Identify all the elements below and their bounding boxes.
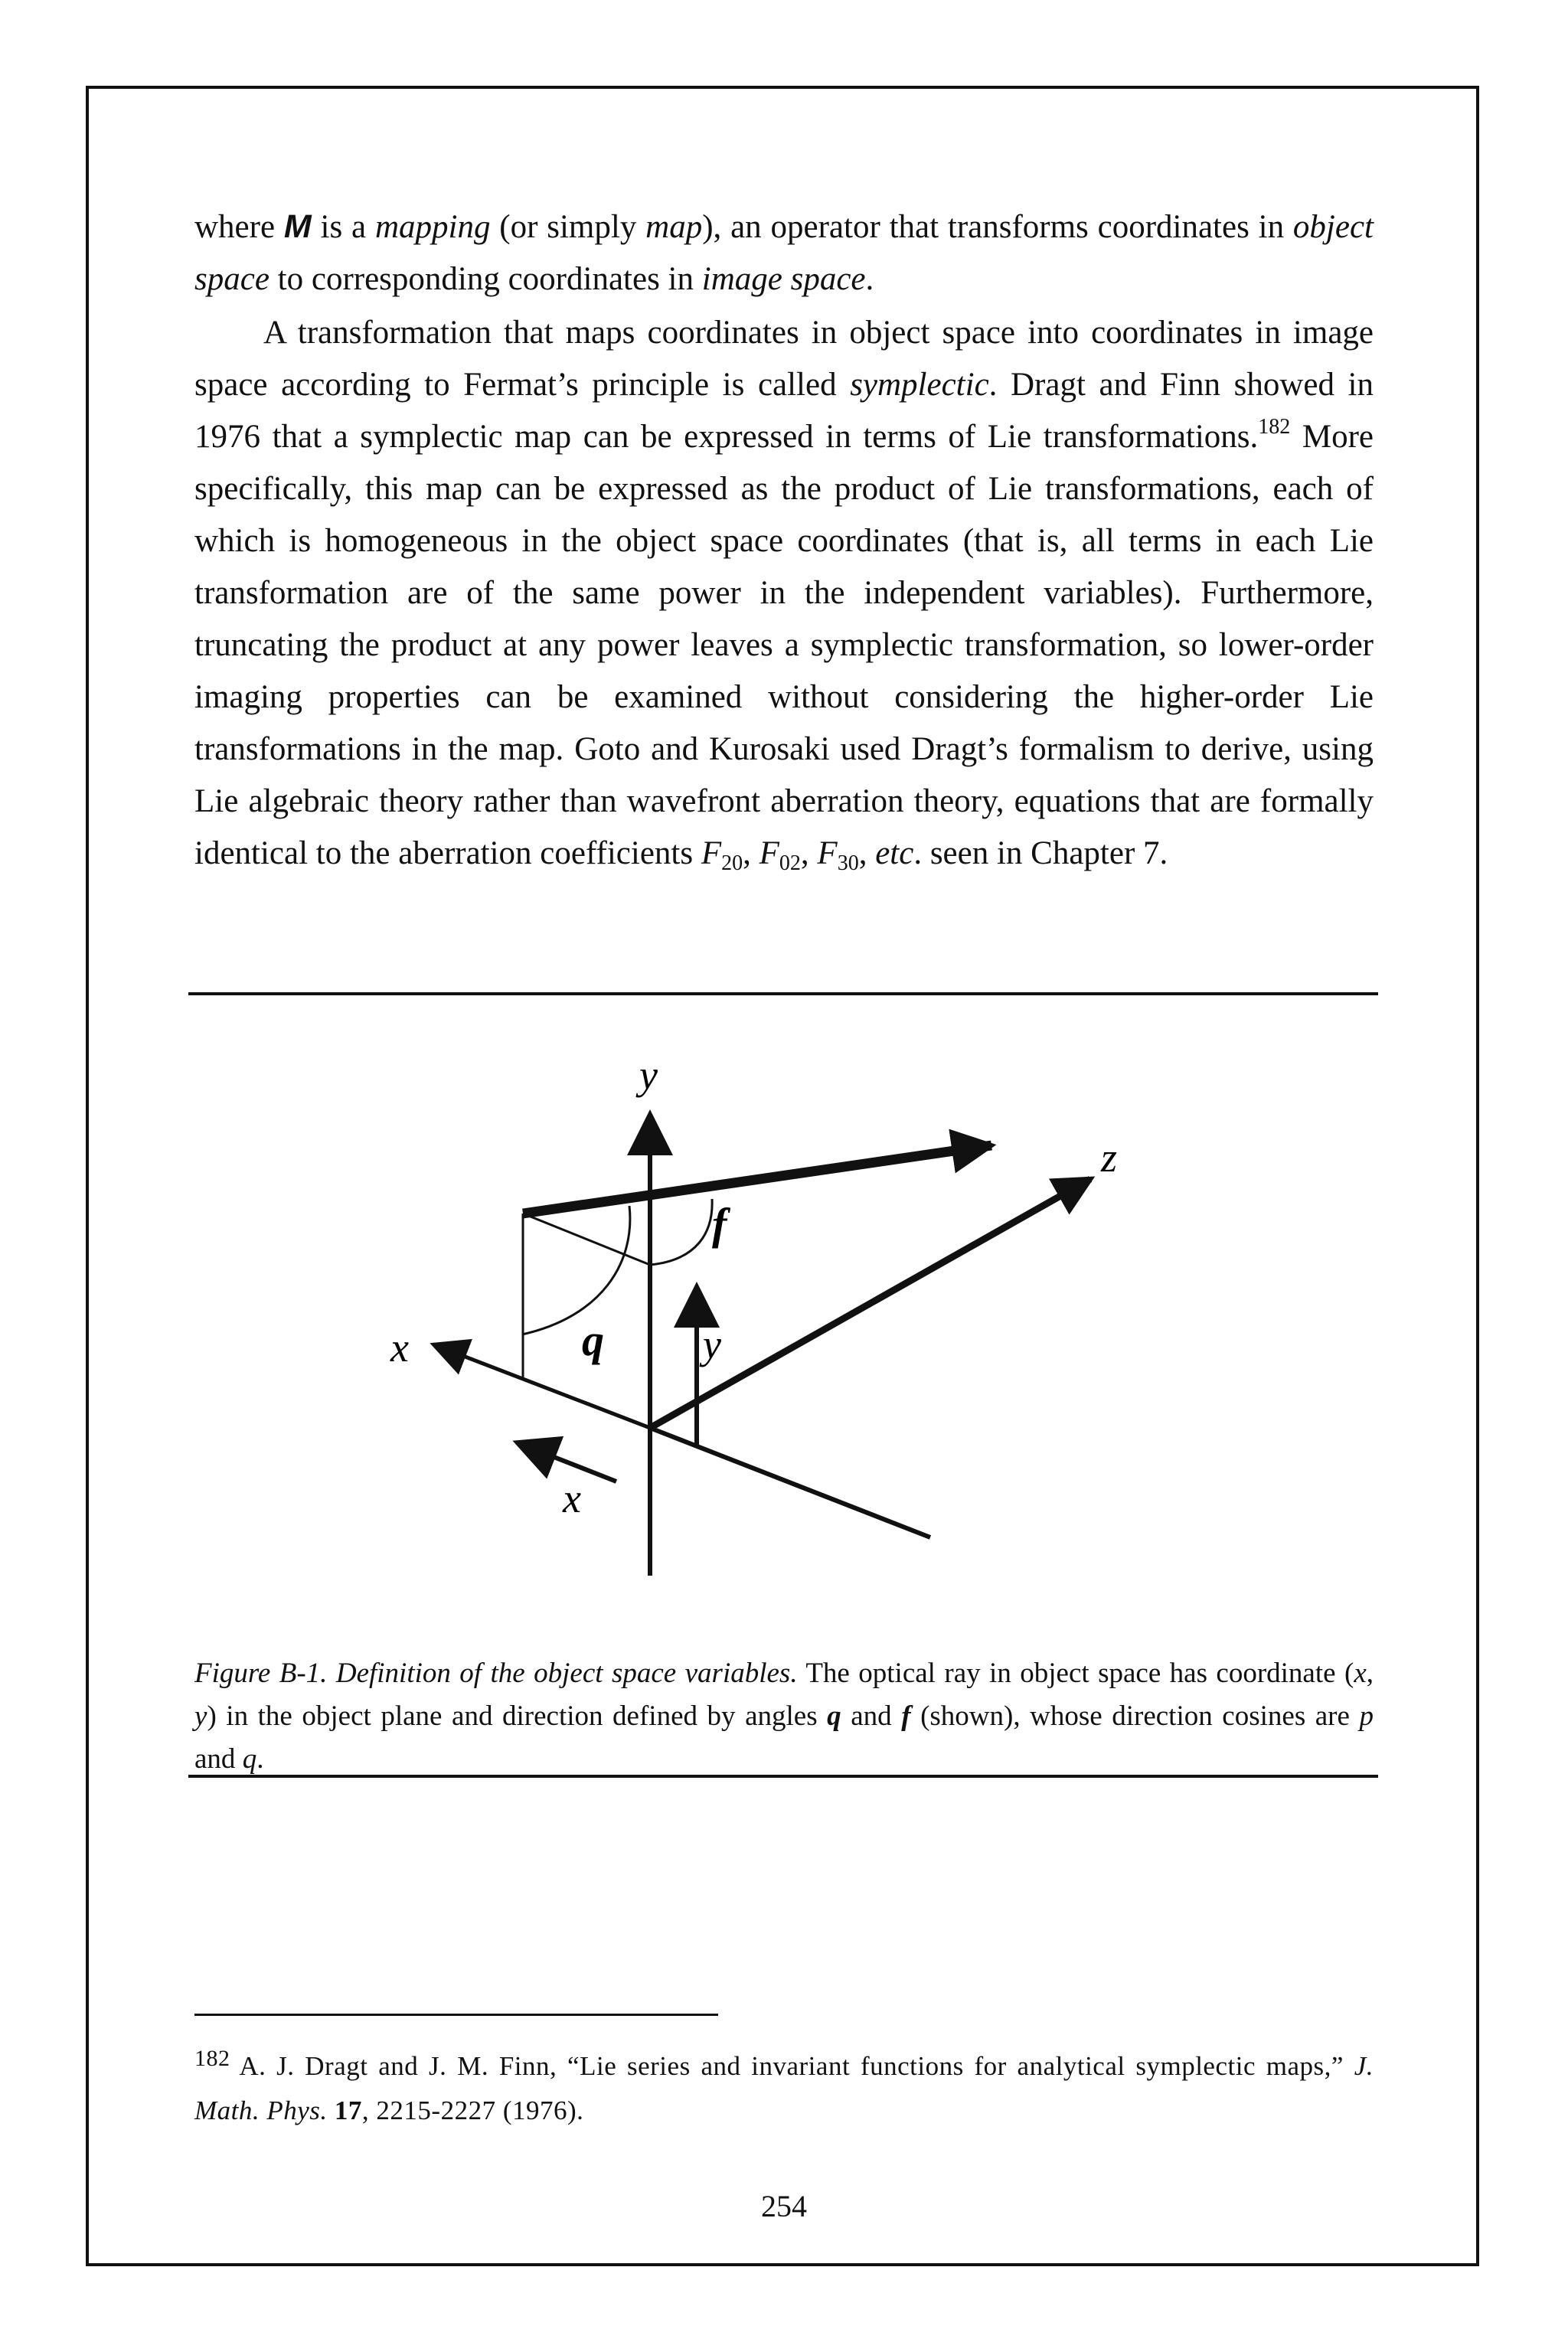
term-etc: etc bbox=[875, 835, 914, 871]
text-run: (or simply bbox=[490, 209, 646, 245]
footnote-pages: , 2215-2227 (1976). bbox=[361, 2096, 584, 2125]
caption-var-y: y bbox=[194, 1700, 207, 1732]
text-run: , bbox=[1366, 1658, 1374, 1689]
text-run: (shown), whose direction cosines are bbox=[910, 1700, 1360, 1732]
footnote-authors: A. J. Dragt and J. M. Finn, “Lie series and invariant functions for analytical symplectic maps,” bbox=[230, 2051, 1354, 2081]
x-axis-line bbox=[433, 1344, 650, 1428]
text-run: More specifically, this map can be expressed as the product of Lie transformations, each of which is homogeneous in the object space coordinates (that is, all terms in each Lie transformation are of the same power in the independent variables). Furthermore, truncating the product at any power leaves a symplectic transformation, so lower-order imaging properties can be examined without considering the higher-order Lie transformations in the map. Goto and Kurosaki used Dragt’s formalism to derive, using Lie algebraic theory rather than wavefront aberration theory, equations that are formally identical to the aberration coefficients bbox=[194, 419, 1374, 871]
paragraph-1 bbox=[194, 201, 1374, 305]
text-run: The optical ray in object space has coordinate ( bbox=[797, 1658, 1354, 1689]
caption-var-theta: q bbox=[827, 1700, 841, 1732]
caption-var-q: q bbox=[242, 1743, 257, 1775]
y-coordinate-label: y bbox=[703, 1321, 721, 1367]
term-mapping: mapping bbox=[374, 209, 491, 245]
text-run: and bbox=[841, 1700, 902, 1732]
text-run: , bbox=[743, 835, 760, 871]
text-run: , bbox=[800, 835, 818, 871]
body-text bbox=[194, 201, 1374, 880]
x-axis-label: x bbox=[390, 1325, 409, 1370]
coefficient-F20: F bbox=[701, 835, 722, 871]
caption-title: Figure B-1. Definition of the object space variables. bbox=[194, 1658, 798, 1689]
term-symplectic: symplectic bbox=[850, 367, 989, 403]
coefficient-F30: F bbox=[817, 835, 838, 871]
footnote-number: 182 bbox=[194, 2046, 230, 2071]
text-run: ) in the object plane and direction defined by angles bbox=[207, 1700, 828, 1732]
x-coordinate-label: x bbox=[563, 1475, 581, 1521]
term-map: map bbox=[645, 209, 703, 245]
phi-label: f bbox=[712, 1199, 727, 1249]
text-run: . seen in Chapter 7. bbox=[913, 835, 1168, 871]
term-image-space: image space bbox=[701, 261, 866, 297]
text-run: is a bbox=[311, 209, 375, 245]
text-run: A transformation that maps coordinates in object space into coordinates in image space according to Fermat’s principle is called bbox=[194, 315, 1374, 403]
coefficient-subscript: 02 bbox=[779, 851, 801, 875]
figure-top-rule bbox=[188, 992, 1378, 995]
caption-var-x: x bbox=[1354, 1658, 1367, 1689]
z-axis-label: z bbox=[1101, 1135, 1118, 1181]
footnote-separator bbox=[194, 2014, 718, 2016]
x-axis-negative-line bbox=[650, 1428, 930, 1537]
footnote-reference[interactable]: 182 bbox=[1258, 415, 1291, 439]
phi-angle-arc bbox=[650, 1199, 712, 1265]
theta-angle-arc bbox=[522, 1206, 630, 1334]
y-axis-label: y bbox=[639, 1052, 658, 1098]
term-object-space: object space bbox=[194, 209, 1374, 297]
coefficient-subscript: 20 bbox=[721, 851, 743, 875]
caption-var-p: p bbox=[1359, 1700, 1374, 1732]
text-run: to corresponding coordinates in bbox=[269, 261, 702, 297]
theta-label: q bbox=[582, 1315, 604, 1365]
text-run: and bbox=[194, 1743, 243, 1775]
text-run: . bbox=[256, 1743, 264, 1775]
footnote-volume: 17 bbox=[334, 2096, 362, 2125]
text-run: . Dragt and Finn showed in 1976 that a symplectic map can be expressed in terms of Lie transformations. bbox=[194, 367, 1374, 455]
symbol-M: M bbox=[283, 208, 312, 245]
text-run bbox=[328, 2096, 335, 2125]
coefficient-subscript: 30 bbox=[837, 851, 859, 875]
figure-bottom-rule bbox=[188, 1775, 1378, 1778]
caption-var-phi: f bbox=[901, 1700, 911, 1732]
footnote-182 bbox=[194, 2044, 1374, 2133]
optical-ray-arrow bbox=[523, 1145, 991, 1214]
figure-caption bbox=[194, 1652, 1374, 1781]
figure-object-space-diagram bbox=[383, 1049, 1194, 1592]
coefficient-F02: F bbox=[759, 835, 779, 871]
text-run: where bbox=[194, 209, 284, 245]
text-run: ), an operator that transforms coordinates in bbox=[702, 209, 1293, 245]
page-number: 254 bbox=[761, 2189, 807, 2223]
text-run: . bbox=[865, 261, 874, 297]
text-run: , bbox=[858, 835, 876, 871]
footnote-journal: J. Math. Phys. bbox=[194, 2051, 1374, 2125]
paragraph-2 bbox=[194, 307, 1374, 880]
